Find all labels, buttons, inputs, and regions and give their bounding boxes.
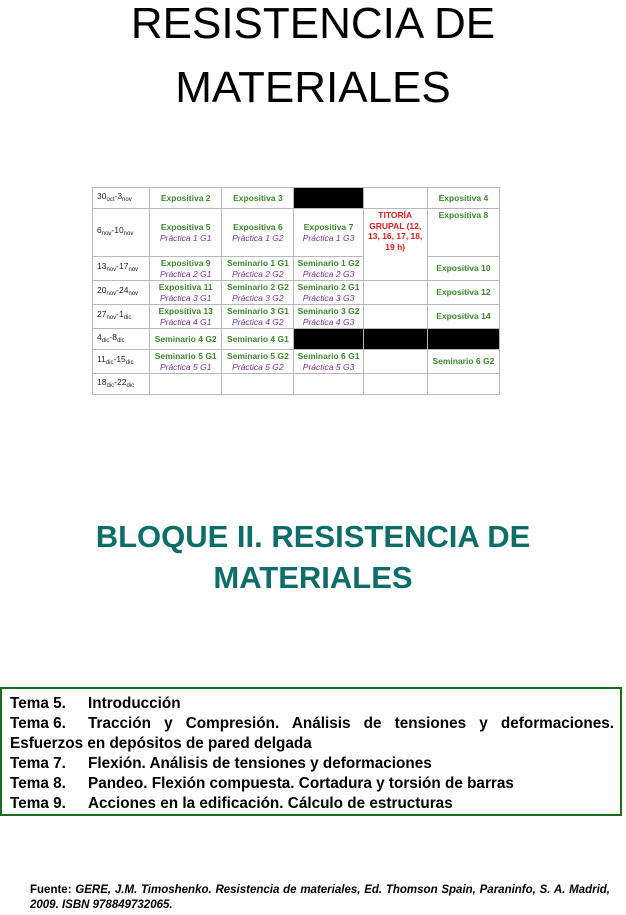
schedule-row (93, 350, 500, 374)
date-cell: $6_{nov}-10_{nov}$ (93, 209, 150, 257)
schedule-cell (222, 374, 294, 395)
schedule-row (93, 209, 500, 257)
schedule-cell: Expositiva 8 (427, 209, 499, 257)
block-title (0, 516, 626, 598)
date-cell: $4_{dic}-8_{dic}$ (93, 329, 150, 350)
schedule-cell (294, 374, 363, 395)
blocked-cell (294, 188, 363, 209)
schedule-cell: Seminario 1 G1 Práctica 2 G2 (222, 257, 294, 281)
schedule-cell (363, 305, 427, 329)
schedule-cell: Seminario 1 G2 Práctica 2 G3 (294, 257, 363, 281)
schedule-row (93, 188, 500, 209)
topic-item: Tema 9. Acciones en la edificación. Cálculo de estructuras (10, 795, 453, 812)
tutoria-cell: TITORÍA GRUPAL (12, 13, 16, 17, 18, 19 h) (363, 209, 427, 281)
main-title-line2: MATERIALES (175, 63, 451, 112)
block-title-line1: BLOQUE II. RESISTENCIA DE (95, 519, 531, 554)
schedule-cell (363, 188, 427, 209)
block-title-line2: MATERIALES (213, 560, 413, 595)
schedule-cell (150, 374, 222, 395)
topic-item: Tema 6. Tracción y Compresión. Análisis de tensiones y deformaciones. Esfuerzos en depósitos de pared delgada (10, 715, 614, 752)
schedule-cell: Seminario 2 G2 Práctica 3 G2 (222, 281, 294, 305)
schedule-row (93, 329, 500, 350)
schedule-row (93, 281, 500, 305)
schedule-cell: Seminario 4 G1 (222, 329, 294, 350)
schedule-cell (427, 374, 499, 395)
schedule-cell: Seminario 4 G2 (150, 329, 222, 350)
schedule-cell: Expositiva 2 (150, 188, 222, 209)
schedule-cell (363, 350, 427, 374)
schedule-table (92, 187, 500, 395)
schedule-cell: Expositiva 9 Práctica 2 G1 (150, 257, 222, 281)
schedule-cell: Expositiva 7 Práctica 1 G3 (294, 209, 363, 257)
date-cell: $27_{nov}-1_{dic}$ (93, 305, 150, 329)
blocked-cell (427, 329, 499, 350)
blocked-cell (363, 329, 427, 350)
schedule-cell: Expositiva 5 Práctica 1 G1 (150, 209, 222, 257)
schedule-cell: Expositiva 10 (427, 257, 499, 281)
source-reference (30, 883, 610, 913)
schedule-row (93, 374, 500, 395)
schedule-cell: Seminario 6 G1 Práctica 5 G3 (294, 350, 363, 374)
schedule-row (93, 257, 500, 281)
date-cell: $20_{nov}-24_{nov}$ (93, 281, 150, 305)
schedule-cell: Expositiva 6 Práctica 1 G2 (222, 209, 294, 257)
schedule-cell: Expositiva 3 (222, 188, 294, 209)
schedule-cell (363, 374, 427, 395)
schedule-cell: Expositiva 13 Práctica 4 G1 (150, 305, 222, 329)
date-cell: $30_{oct}-3_{nov}$ (93, 188, 150, 209)
schedule-row (93, 305, 500, 329)
schedule-cell: Seminario 5 G1 Práctica 5 G1 (150, 350, 222, 374)
topic-item: Tema 7. Flexión. Análisis de tensiones y deformaciones (10, 755, 432, 772)
schedule-cell: Expositiva 4 (427, 188, 499, 209)
topic-item: Tema 8. Pandeo. Flexión compuesta. Cortadura y torsión de barras (10, 775, 514, 792)
source-text: GERE, J.M. Timoshenko. Resistencia de materiales, Ed. Thomson Spain, Paraninfo, S. A. Madrid, 2009. ISBN 978849732065. (30, 884, 610, 911)
schedule-cell: Seminario 5 G2 Práctica 5 G2 (222, 350, 294, 374)
date-cell: $13_{nov}-17_{nov}$ (93, 257, 150, 281)
blocked-cell (294, 329, 363, 350)
schedule-cell: Seminario 3 G1 Práctica 4 G2 (222, 305, 294, 329)
topic-item: Tema 5. Introducción (10, 695, 181, 712)
source-label: Fuente: (30, 884, 72, 896)
schedule-cell: Expositiva 12 (427, 281, 499, 305)
date-cell: $18_{dic}-22_{dic}$ (93, 374, 150, 395)
date-cell: $11_{dic}-15_{dic}$ (93, 350, 150, 374)
schedule-cell: Seminario 2 G1 Práctica 3 G3 (294, 281, 363, 305)
schedule-cell: Seminario 3 G2 Práctica 4 G3 (294, 305, 363, 329)
topics-box (0, 687, 622, 816)
main-title (0, 0, 626, 120)
schedule-cell: Seminario 6 G2 (427, 350, 499, 374)
schedule-cell (363, 281, 427, 305)
schedule-cell: Expositiva 14 (427, 305, 499, 329)
schedule-cell: Expositiva 11 Práctica 3 G1 (150, 281, 222, 305)
main-title-line1: RESISTENCIA DE (130, 0, 496, 48)
